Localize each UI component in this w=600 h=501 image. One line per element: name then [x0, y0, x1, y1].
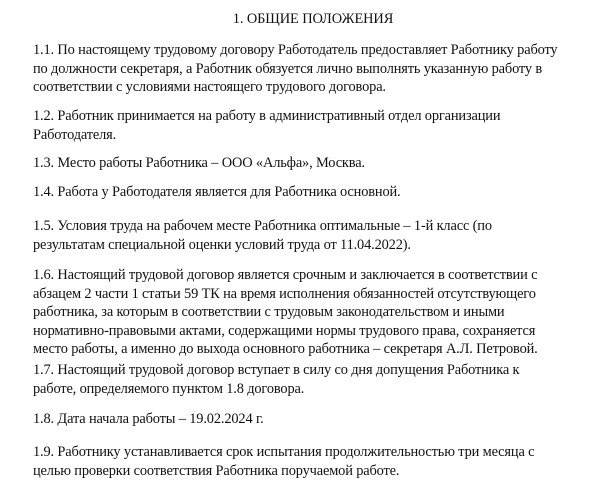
paragraph-line: 1.3. Место работы Работника – ООО «Альфа», Москва. — [33, 155, 365, 171]
paragraph-line: работе, определяемого пунктом 1.8 договора. — [33, 380, 305, 397]
paragraph-line: работника, за которым в соответствии с трудовым законодательством и иными — [33, 304, 505, 321]
paragraph-1-4 — [33, 183, 593, 202]
paragraph-line: 1.9. Работнику устанавливается срок испытания продолжительностью три месяца с — [33, 444, 535, 460]
paragraph-line: 1.7. Настоящий трудовой договор вступает в силу со дня допущения Работника к — [33, 362, 520, 378]
paragraph-line: 1.5. Условия труда на рабочем месте Работника оптимальные – 1-й класс (по — [33, 218, 492, 234]
paragraph-1-9 — [33, 443, 593, 480]
paragraph-1-6 — [33, 266, 593, 359]
paragraph-line: соответствии с условиями настоящего трудового договора. — [33, 79, 386, 96]
paragraph-1-3 — [33, 154, 593, 173]
paragraph-1-5 — [33, 217, 593, 254]
paragraph-line: место работы, а именно до выхода основного работника – секретаря А.Л. Петровой. — [33, 341, 538, 358]
paragraph-line: результатам специальной оценки условий труда от 11.04.2022). — [33, 236, 411, 253]
paragraph-line: Работодателя. — [33, 126, 117, 143]
paragraph-line: 1.8. Дата начала работы – 19.02.2024 г. — [33, 411, 264, 427]
paragraph-line: целью проверки соответствия Работника поручаемой работе. — [33, 462, 400, 479]
paragraph-1-2 — [33, 107, 593, 144]
paragraph-1-8 — [33, 410, 593, 429]
paragraph-1-1 — [33, 41, 593, 97]
paragraph-line: 1.6. Настоящий трудовой договор является срочным и заключается в соответствии с — [33, 267, 538, 283]
paragraph-line: нормативно-правовыми актами, содержащими нормы трудового права, сохраняется — [33, 322, 536, 339]
paragraph-line: 1.4. Работа у Работодателя является для Работника основной. — [33, 184, 401, 200]
section-heading: 1. ОБЩИЕ ПОЛОЖЕНИЯ — [232, 11, 394, 27]
paragraph-1-7 — [33, 361, 593, 398]
paragraph-line: абзацем 2 части 1 статьи 59 ТК на время исполнения обязанностей отсутствующего — [33, 285, 536, 302]
paragraph-line: по должности секретаря, а Работник обязуется лично выполнять указанную работу в — [33, 60, 543, 77]
paragraph-line: 1.2. Работник принимается на работу в административный отдел организации — [33, 108, 501, 124]
paragraph-line: 1.1. По настоящему трудовому договору Работодатель предоставляет Работнику работу — [33, 42, 558, 58]
